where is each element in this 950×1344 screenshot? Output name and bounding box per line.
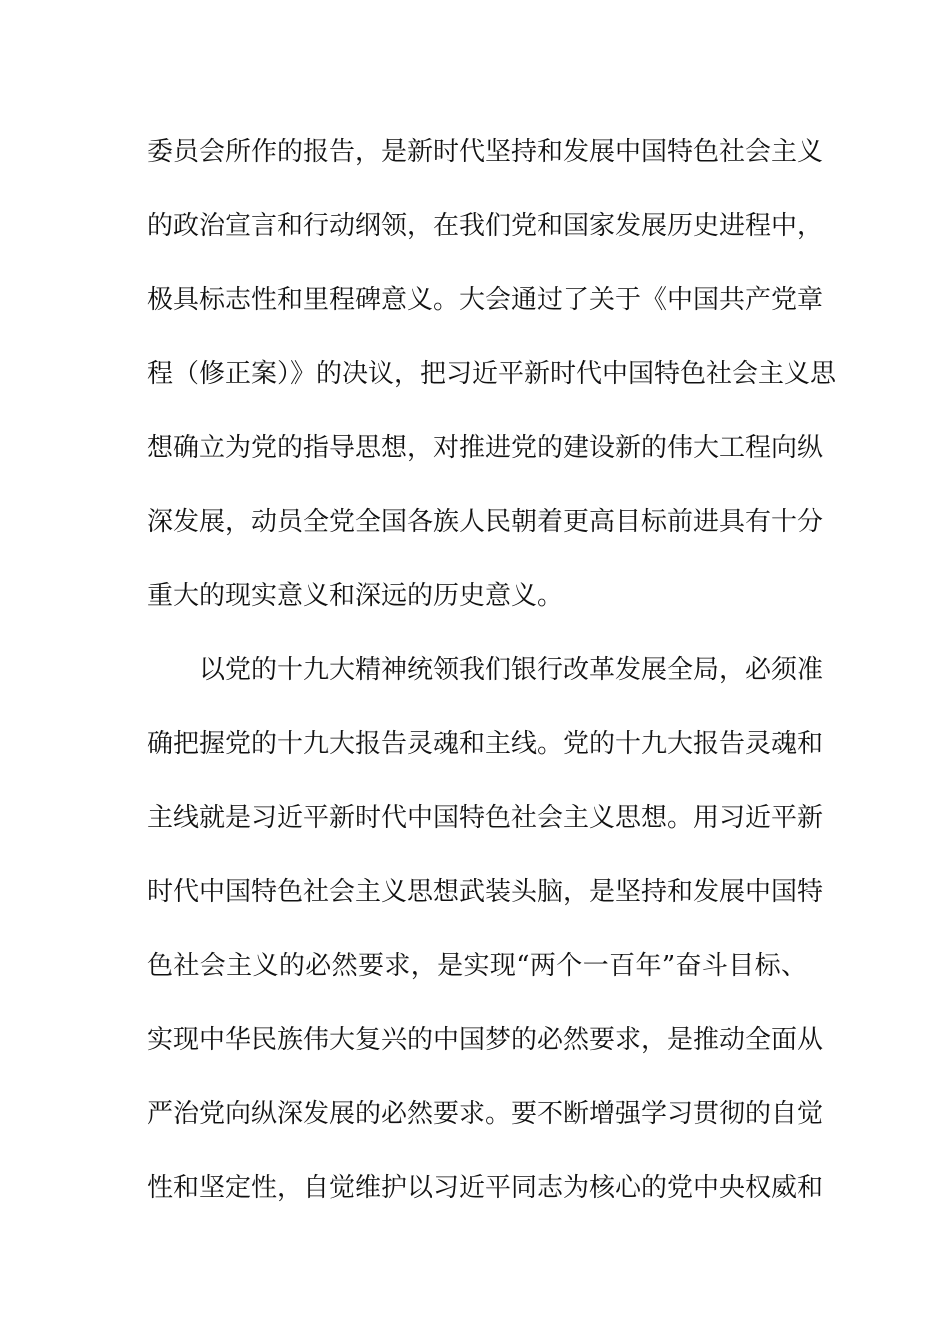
text-line: 深发展，动员全党全国各族人民朝着更高目标前进具有十分 xyxy=(147,507,824,537)
text-line: 确把握党的十九大报告灵魂和主线。党的十九大报告灵魂和 xyxy=(147,729,824,759)
text-line: 想确立为党的指导思想，对推进党的建设新的伟大工程向纵 xyxy=(147,433,824,463)
text-line: 以党的十九大精神统领我们银行改革发展全局，必须准 xyxy=(199,655,824,685)
text-line: 色社会主义的必然要求，是实现“两个一百年”奋斗目标、 xyxy=(147,951,807,981)
text-line: 委员会所作的报告，是新时代坚持和发展中国特色社会主义 xyxy=(147,137,824,167)
text-line: 性和坚定性，自觉维护以习近平同志为核心的党中央权威和 xyxy=(147,1173,824,1203)
text-line: 重大的现实意义和深远的历史意义。 xyxy=(147,581,564,611)
text-line: 程（修正案）》的决议，把习近平新时代中国特色社会主义思 xyxy=(147,359,837,389)
text-line: 极具标志性和里程碑意义。大会通过了关于《中国共产党章 xyxy=(147,285,824,315)
text-line: 主线就是习近平新时代中国特色社会主义思想。用习近平新 xyxy=(147,803,824,833)
text-line: 的政治宣言和行动纲领，在我们党和国家发展历史进程中， xyxy=(147,211,824,241)
text-line: 严治党向纵深发展的必然要求。要不断增强学习贯彻的自觉 xyxy=(147,1099,824,1129)
text-line: 实现中华民族伟大复兴的中国梦的必然要求，是推动全面从 xyxy=(147,1025,824,1055)
text-line: 时代中国特色社会主义思想武装头脑，是坚持和发展中国特 xyxy=(147,877,824,907)
